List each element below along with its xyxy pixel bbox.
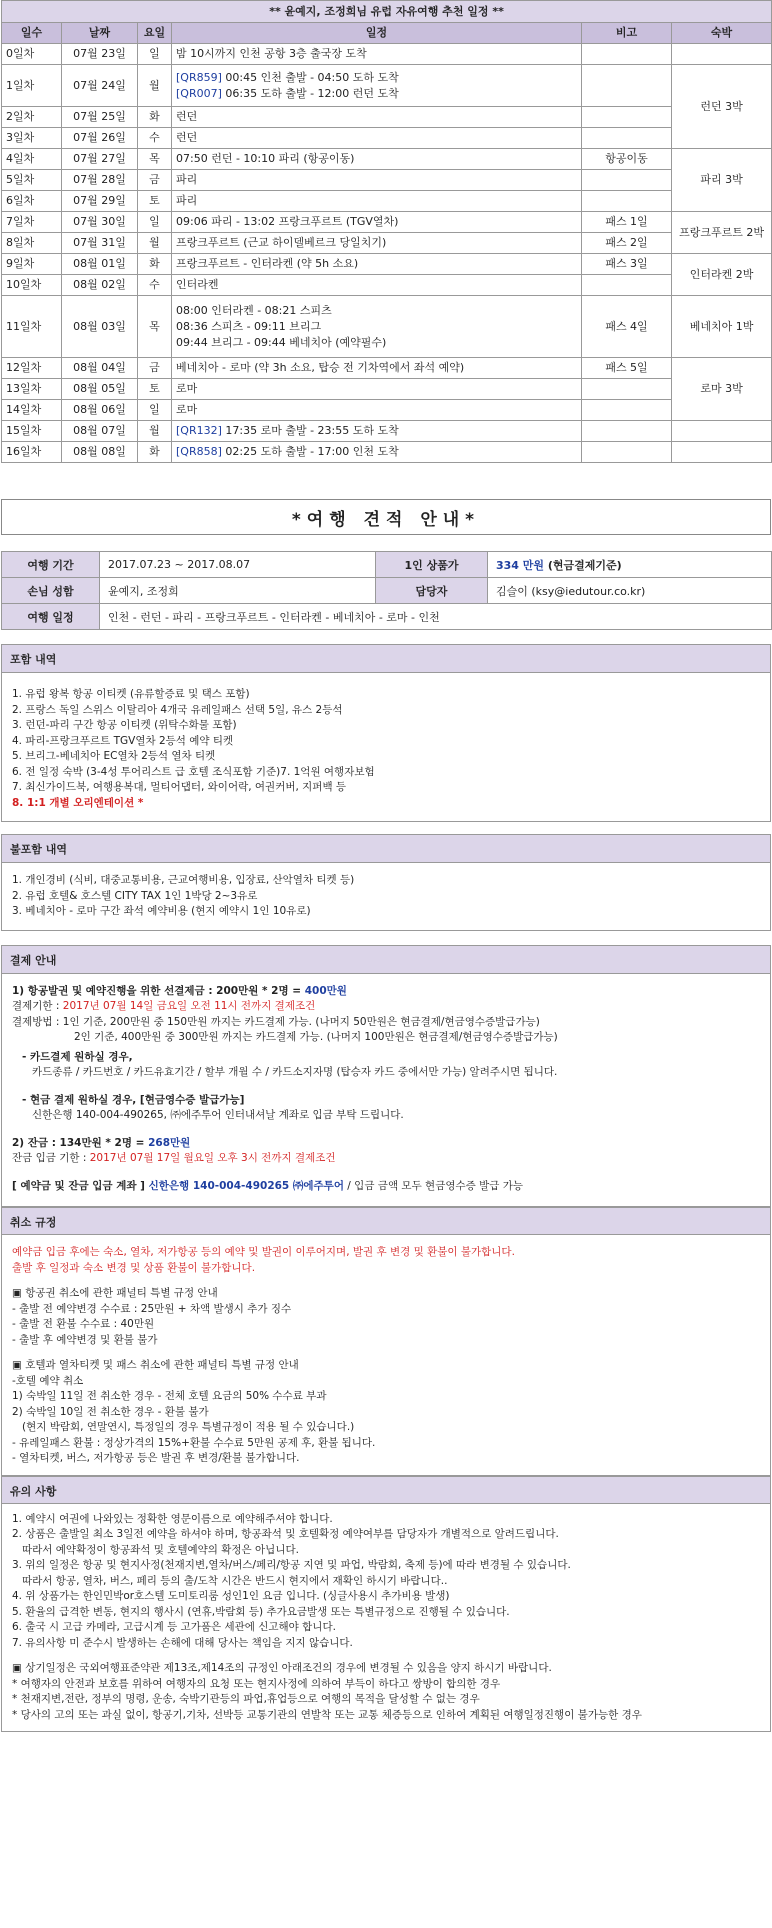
date-cell: 07월 25일 — [62, 107, 138, 128]
flight-code: [QR859] — [176, 70, 222, 84]
date-cell: 07월 26일 — [62, 128, 138, 149]
dow-cell: 토 — [138, 379, 172, 400]
schedule-row — [2, 191, 772, 212]
dow-cell: 월 — [138, 233, 172, 254]
hotel-penalty-line: - 열차티켓, 버스, 저가항공 등은 발권 후 변경/환불 불가합니다. — [12, 1452, 300, 1464]
plan-cell — [172, 128, 582, 149]
plan-line — [176, 360, 577, 376]
agent-label: 담당자 — [376, 578, 488, 604]
plan-cell — [172, 107, 582, 128]
payment-first — [12, 984, 760, 1000]
plan-cell — [172, 421, 582, 442]
dow-cell: 화 — [138, 107, 172, 128]
dow-cell: 목 — [138, 149, 172, 170]
price-note: (현금결제기준) — [544, 558, 622, 572]
plan-text: 로마 — [176, 382, 198, 395]
plan-line — [176, 130, 577, 146]
schedule-row — [2, 442, 772, 463]
law-line: * 당사의 고의 또는 과실 없이, 항공기,기차, 선박등 교통기관의 연발착 또는 교통 체증등으로 인하여 계획된 여행일정진행이 불가능한 경우 — [12, 1708, 642, 1721]
note-cell — [582, 44, 672, 65]
hotel-penalty-list — [12, 1358, 760, 1467]
note-item: 6. 출국 시 고급 카메라, 고급시계 등 고가품은 세관에 신고해야 합니다. — [12, 1621, 336, 1633]
air-penalty-line: - 출발 후 예약변경 및 환불 불가 — [12, 1333, 158, 1346]
plan-line — [176, 381, 577, 397]
schedule-row — [2, 296, 772, 358]
date-cell: 08월 06일 — [62, 400, 138, 421]
law-list — [12, 1661, 760, 1723]
plan-line — [176, 277, 577, 293]
note-cell: 패스 3일 — [582, 254, 672, 275]
note-cell: 패스 5일 — [582, 358, 672, 379]
schedule-row — [2, 65, 772, 107]
plan-line — [176, 172, 577, 188]
plan-text: 02:25 도하 출발 - 17:00 인천 도착 — [221, 445, 399, 458]
day-cell: 2일차 — [2, 107, 62, 128]
plan-line — [176, 151, 577, 167]
included-item: 6. 전 일정 숙박 (3-4성 투어리스트 급 호텔 조식포함 기준)7. 1억원 여행자보험 — [12, 765, 375, 778]
note-item: 5. 환율의 급격한 변동, 현지의 행사시 (연휴,박람회 등) 추가요금발생 또는 특별규정으로 진행될 수 있습니다. — [12, 1605, 510, 1618]
law-line: * 천재지변,전란, 정부의 명령, 운송, 숙박기관등의 파업,휴업등으로 여행의 목적을 달성할 수 없는 경우 — [12, 1693, 480, 1705]
law-line: * 여행자의 안전과 보호를 위하여 여행자의 요청 또는 현지사정에 의하여 부득이 하다고 쌍방이 합의한 경우 — [12, 1677, 501, 1690]
day-cell: 15일차 — [2, 421, 62, 442]
notes-title: 유의 사항 — [2, 1476, 770, 1504]
flight-code: [QR132] — [176, 424, 222, 437]
date-cell: 07월 29일 — [62, 191, 138, 212]
account-note: / 입금 금액 모두 현금영수증 발급 가능 — [343, 1179, 524, 1192]
hotel-penalty-line: ▣ 호텔과 열차티켓 및 패스 취소에 관한 패널티 특별 규정 안내 — [12, 1359, 299, 1371]
note-cell: 패스 4일 — [582, 296, 672, 358]
period-value: 2017.07.23 ~ 2017.08.07 — [100, 552, 376, 578]
note-cell — [582, 421, 672, 442]
balance-amount: 268만원 — [148, 1136, 191, 1149]
note-cell — [582, 170, 672, 191]
card-title: - 카드결제 원하실 경우, — [22, 1050, 133, 1063]
included-item: 5. 브리그-베네치아 EC열차 2등석 열차 티켓 — [12, 750, 216, 762]
header-cell: 비고 — [582, 23, 672, 44]
schedule-row — [2, 233, 772, 254]
price-label: 1인 상품가 — [376, 552, 488, 578]
included-item: 2. 프랑스 독일 스위스 이탈리아 4개국 유레일패스 선택 5일, 유스 2등석 — [12, 703, 343, 716]
hotel-penalty-line: 2) 숙박일 10일 전 취소한 경우 - 환불 불가 — [12, 1405, 209, 1418]
day-cell: 14일차 — [2, 400, 62, 421]
cancel-warning-2: 출발 후 일정과 숙소 변경 및 상품 환불이 불가합니다. — [12, 1261, 256, 1274]
plan-text: 밤 10시까지 인천 공항 3층 출국장 도착 — [176, 47, 367, 60]
date-cell: 07월 30일 — [62, 212, 138, 233]
cancel-section — [1, 1207, 771, 1476]
notes-list — [12, 1512, 760, 1652]
day-cell: 3일차 — [2, 128, 62, 149]
account-label: [ 예약금 및 잔금 입금 계좌 ] — [12, 1179, 149, 1192]
stay-cell: 로마 3박 — [672, 358, 772, 421]
day-cell: 12일차 — [2, 358, 62, 379]
date-cell: 08월 03일 — [62, 296, 138, 358]
day-cell: 11일차 — [2, 296, 62, 358]
stay-cell — [672, 421, 772, 442]
plan-text: 06:35 도하 출발 - 12:00 런던 도착 — [221, 86, 399, 100]
schedule-row — [2, 44, 772, 65]
first-payment-amount: 400만원 — [304, 984, 347, 997]
plan-cell — [172, 296, 582, 358]
dow-cell: 토 — [138, 191, 172, 212]
quote-table — [1, 551, 772, 630]
hotel-penalty-line: -호텔 예약 취소 — [12, 1374, 84, 1387]
plan-cell — [172, 442, 582, 463]
payment-balance — [12, 1136, 760, 1152]
plan-line — [176, 444, 577, 460]
plan-cell — [172, 379, 582, 400]
air-penalty-list — [12, 1286, 760, 1348]
note-item: 1. 예약시 여권에 나와있는 정확한 영문이름으로 예약해주셔야 합니다. — [12, 1512, 333, 1525]
plan-text: 로마 — [176, 403, 198, 416]
day-cell: 8일차 — [2, 233, 62, 254]
stay-cell: 인터라켄 2박 — [672, 254, 772, 296]
plan-cell — [172, 400, 582, 421]
plan-text: 프랑크푸르트 (근교 하이델베르크 당일치기) — [176, 236, 387, 249]
day-cell: 7일차 — [2, 212, 62, 233]
plan-cell — [172, 254, 582, 275]
stay-cell: 런던 3박 — [672, 65, 772, 149]
plan-text: 파리 — [176, 173, 198, 186]
header-cell: 숙박 — [672, 23, 772, 44]
date-cell: 08월 01일 — [62, 254, 138, 275]
balance-deadline-label: 잔금 입금 기한 : — [12, 1152, 90, 1164]
dow-cell: 화 — [138, 254, 172, 275]
payment-method-2: 2인 기준, 400만원 중 300만원 까지는 카드결제 가능. (나머지 100만원은 현금결제/현금영수증발급가능) — [74, 1031, 558, 1043]
plan-text: 08:00 인터라켄 - 08:21 스피츠 — [176, 303, 332, 317]
date-cell: 07월 28일 — [62, 170, 138, 191]
quote-title: *여행 견적 안내* — [1, 499, 771, 535]
note-cell: 항공이동 — [582, 149, 672, 170]
date-cell: 07월 23일 — [62, 44, 138, 65]
cash-body: 신한은행 140-004-490265, ㈜에주투어 인터내셔날 계좌로 입금 부탁 드립니다. — [32, 1109, 404, 1121]
stay-cell: 파리 3박 — [672, 149, 772, 212]
plan-cell — [172, 212, 582, 233]
dow-cell: 월 — [138, 65, 172, 107]
note-cell: 패스 1일 — [582, 212, 672, 233]
plan-cell — [172, 149, 582, 170]
plan-line — [176, 335, 577, 351]
plan-cell — [172, 170, 582, 191]
note-item: 2. 상품은 출발일 최소 3일전 예약을 하셔야 하며, 항공좌석 및 호텔확정 예약여부를 담당자가 개별적으로 알려드립니다. — [12, 1528, 559, 1540]
schedule-row — [2, 212, 772, 233]
schedule-row — [2, 358, 772, 379]
stay-cell: 프랑크푸르트 2박 — [672, 212, 772, 254]
header-cell: 요일 — [138, 23, 172, 44]
card-body: 카드종류 / 카드번호 / 카드유효기간 / 할부 개월 수 / 카드소지자명 (탑승자 카드 중에서만 가능) 알려주시면 됩니다. — [32, 1066, 558, 1078]
date-cell: 08월 04일 — [62, 358, 138, 379]
dow-cell: 목 — [138, 296, 172, 358]
included-title: 포함 내역 — [2, 645, 770, 673]
price-cell — [488, 552, 772, 578]
plan-cell — [172, 191, 582, 212]
schedule-row — [2, 149, 772, 170]
plan-line — [176, 46, 577, 62]
note-item: 4. 위 상품가는 한인민박or호스텔 도미토리룸 성인1인 요금 입니다. (싱글사용시 추가비용 발생) — [12, 1590, 450, 1602]
route-value: 인천 - 런던 - 파리 - 프랑크푸르트 - 인터라켄 - 베네치아 - 로마 - 인천 — [100, 604, 772, 630]
plan-text: 파리 — [176, 194, 198, 207]
excluded-item: 1. 개인경비 (식비, 대중교통비용, 근교여행비용, 입장료, 산악열차 티켓 등) — [12, 874, 355, 886]
plan-line — [176, 303, 577, 319]
schedule-row — [2, 170, 772, 191]
dow-cell: 일 — [138, 212, 172, 233]
included-item: 1. 유럽 왕복 항공 이티켓 (유류할증료 및 택스 포함) — [12, 688, 250, 700]
customer-label: 손님 성함 — [2, 578, 100, 604]
account-value: 신한은행 140-004-490265 ㈜에주투어 — [148, 1179, 344, 1192]
plan-line — [176, 402, 577, 418]
agent-value: 김슬이 (ksy@iedutour.co.kr) — [488, 578, 772, 604]
header-cell: 날짜 — [62, 23, 138, 44]
dow-cell: 일 — [138, 44, 172, 65]
period-label: 여행 기간 — [2, 552, 100, 578]
dow-cell: 금 — [138, 358, 172, 379]
dow-cell: 화 — [138, 442, 172, 463]
plan-text: 08:36 스피츠 - 09:11 브리그 — [176, 319, 322, 333]
payment-title: 결제 안내 — [2, 946, 770, 974]
hotel-penalty-line: - 유레일패스 환불 : 정상가격의 15%+환불 수수료 5만원 공제 후, 환불 됩니다. — [12, 1436, 376, 1449]
schedule-row — [2, 379, 772, 400]
schedule-row — [2, 254, 772, 275]
schedule-row — [2, 400, 772, 421]
payment-section — [1, 945, 771, 1208]
note-cell: 패스 2일 — [582, 233, 672, 254]
air-penalty-line: - 출발 전 환불 수수료 : 40만원 — [12, 1318, 155, 1330]
note-cell — [582, 128, 672, 149]
payment-method-1: 결제방법 : 1인 기준, 200만원 중 150만원 까지는 카드결제 가능. (나머지 50만원은 현금결제/현금영수증발급가능) — [12, 1015, 540, 1028]
date-cell: 08월 08일 — [62, 442, 138, 463]
day-cell: 6일차 — [2, 191, 62, 212]
plan-text: 인터라켄 — [176, 278, 219, 291]
plan-text: 프랑크푸르트 - 인터라켄 (약 5h 소요) — [176, 257, 359, 270]
date-cell: 08월 02일 — [62, 275, 138, 296]
plan-line — [176, 423, 577, 439]
note-item: 7. 유의사항 미 준수시 발생하는 손해에 대해 당사는 책임을 지지 않습니다. — [12, 1636, 353, 1649]
note-item: 3. 위의 일정은 항공 및 현지사정(천재지변,열차/버스/페리/항공 지연 및 파업, 박람회, 축제 등)에 따라 변경될 수 있습니다. — [12, 1559, 571, 1571]
day-cell: 16일차 — [2, 442, 62, 463]
excluded-title: 불포함 내역 — [2, 835, 770, 863]
day-cell: 0일차 — [2, 44, 62, 65]
date-cell: 08월 05일 — [62, 379, 138, 400]
plan-cell — [172, 44, 582, 65]
included-item-orientation: 8. 1:1 개별 오리엔테이션 * — [12, 796, 144, 809]
included-list — [12, 687, 760, 796]
note-cell — [582, 442, 672, 463]
account-info — [12, 1179, 760, 1195]
dow-cell: 일 — [138, 400, 172, 421]
stay-cell — [672, 44, 772, 65]
note-cell — [582, 107, 672, 128]
excluded-section — [1, 834, 771, 931]
cancel-title: 취소 규정 — [2, 1207, 770, 1235]
excluded-list — [2, 863, 770, 930]
cancel-warning-1: 예약금 입금 후에는 숙소, 열차, 저가항공 등의 예약 및 발권이 이루어지며, 발권 후 변경 및 환불이 불가합니다. — [12, 1246, 515, 1258]
note-cell — [582, 379, 672, 400]
cash-title: - 현금 결제 원하실 경우, [현금영수증 발급가능] — [22, 1093, 245, 1106]
plan-line — [176, 214, 577, 230]
stay-cell: 베네치아 1박 — [672, 296, 772, 358]
note-cell — [582, 191, 672, 212]
plan-line — [176, 193, 577, 209]
schedule-table — [1, 0, 772, 463]
dow-cell: 금 — [138, 170, 172, 191]
day-cell: 1일차 — [2, 65, 62, 107]
plan-text: 17:35 로마 출발 - 23:55 도하 도착 — [221, 424, 399, 437]
note-cell — [582, 275, 672, 296]
date-cell: 07월 24일 — [62, 65, 138, 107]
header-cell: 일수 — [2, 23, 62, 44]
excluded-item: 3. 베네치아 - 로마 구간 좌석 예약비용 (현지 예약시 1인 10유로) — [12, 905, 311, 917]
plan-text: 07:50 런던 - 10:10 파리 (항공이동) — [176, 152, 355, 165]
plan-cell — [172, 358, 582, 379]
route-label: 여행 일정 — [2, 604, 100, 630]
dow-cell: 월 — [138, 421, 172, 442]
flight-code: [QR007] — [176, 86, 222, 100]
hotel-penalty-line: (현지 박람회, 연말연시, 특정일의 경우 특별규정이 적용 될 수 있습니다.) — [12, 1421, 355, 1433]
note-item: 따라서 예약확정이 항공좌석 및 호텔예약의 확정은 아닙니다. — [12, 1543, 299, 1556]
plan-cell — [172, 275, 582, 296]
deadline-label: 결제기한 : — [12, 1000, 63, 1012]
price-value: 334 만원 — [496, 558, 545, 572]
schedule-row — [2, 275, 772, 296]
plan-line — [176, 319, 577, 335]
plan-text: 09:06 파리 - 13:02 프랑크푸르트 (TGV열차) — [176, 215, 399, 228]
schedule-row — [2, 107, 772, 128]
dow-cell: 수 — [138, 275, 172, 296]
header-cell: 일정 — [172, 23, 582, 44]
date-cell: 08월 07일 — [62, 421, 138, 442]
balance-title: 2) 잔금 : 134만원 * 2명 = — [12, 1136, 149, 1149]
schedule-row — [2, 128, 772, 149]
first-deadline — [12, 999, 760, 1015]
included-item: 3. 런던-파리 구간 항공 이티켓 (위탁수화물 포함) — [12, 719, 237, 731]
flight-code: [QR858] — [176, 445, 222, 458]
included-item: 7. 최신가이드북, 여행용복대, 멀티어댑터, 와이어락, 여권커버, 지퍼백 등 — [12, 781, 347, 793]
day-cell: 10일차 — [2, 275, 62, 296]
day-cell: 9일차 — [2, 254, 62, 275]
first-payment-title: 1) 항공발권 및 예약진행을 위한 선결제금 : 200만원 * 2명 = — [12, 984, 305, 997]
air-penalty-line: - 출발 전 예약변경 수수료 : 25만원 + 차액 발생시 추가 징수 — [12, 1302, 292, 1315]
law-line: ▣ 상기일정은 국외여행표준약관 제13조,제14조의 규정인 아래조건의 경우에 변경될 수 있음을 양지 하시기 바랍니다. — [12, 1662, 552, 1674]
date-cell: 07월 31일 — [62, 233, 138, 254]
plan-text: 00:45 인천 출발 - 04:50 도하 도착 — [221, 70, 399, 84]
note-cell — [582, 400, 672, 421]
plan-cell — [172, 65, 582, 107]
air-penalty-line: ▣ 항공권 취소에 관한 패널티 특별 규정 안내 — [12, 1287, 218, 1299]
plan-line — [176, 109, 577, 125]
plan-line — [176, 256, 577, 272]
day-cell: 5일차 — [2, 170, 62, 191]
plan-text: 런던 — [176, 131, 198, 144]
balance-deadline — [12, 1151, 760, 1167]
hotel-penalty-line: 1) 숙박일 11일 전 취소한 경우 - 전체 호텔 요금의 50% 수수료 부과 — [12, 1390, 327, 1402]
plan-line — [176, 86, 577, 102]
customer-value: 윤예지, 조정희 — [100, 578, 376, 604]
stay-cell — [672, 442, 772, 463]
plan-line — [176, 70, 577, 86]
plan-line — [176, 235, 577, 251]
schedule-title: ** 윤예지, 조정희님 유럽 자유여행 추천 일정 ** — [2, 1, 772, 23]
plan-text: 베네치아 - 로마 (약 3h 소요, 탑승 전 기차역에서 좌석 예약) — [176, 361, 465, 374]
date-cell: 07월 27일 — [62, 149, 138, 170]
included-item: 4. 파리-프랑크푸르트 TGV열차 2등석 예약 티켓 — [12, 734, 234, 747]
balance-deadline-value: 2017년 07월 17일 월요일 오후 3시 전까지 결제조건 — [89, 1152, 336, 1164]
plan-cell — [172, 233, 582, 254]
plan-text: 런던 — [176, 110, 198, 123]
note-cell — [582, 65, 672, 107]
excluded-item: 2. 유럽 호텔& 호스텔 CITY TAX 1인 1박당 2~3유로 — [12, 889, 258, 902]
dow-cell: 수 — [138, 128, 172, 149]
deadline-value: 2017년 07월 14일 금요일 오전 11시 전까지 결제조건 — [62, 1000, 316, 1012]
included-section — [1, 644, 771, 822]
plan-text: 09:44 브리그 - 09:44 베네치아 (예약필수) — [176, 335, 387, 349]
note-item: 따라서 항공, 열차, 버스, 페리 등의 출/도착 시간은 반드시 현지에서 재확인 하시기 바랍니다.. — [12, 1574, 448, 1587]
day-cell: 13일차 — [2, 379, 62, 400]
day-cell: 4일차 — [2, 149, 62, 170]
notes-section — [1, 1476, 771, 1733]
schedule-row — [2, 421, 772, 442]
